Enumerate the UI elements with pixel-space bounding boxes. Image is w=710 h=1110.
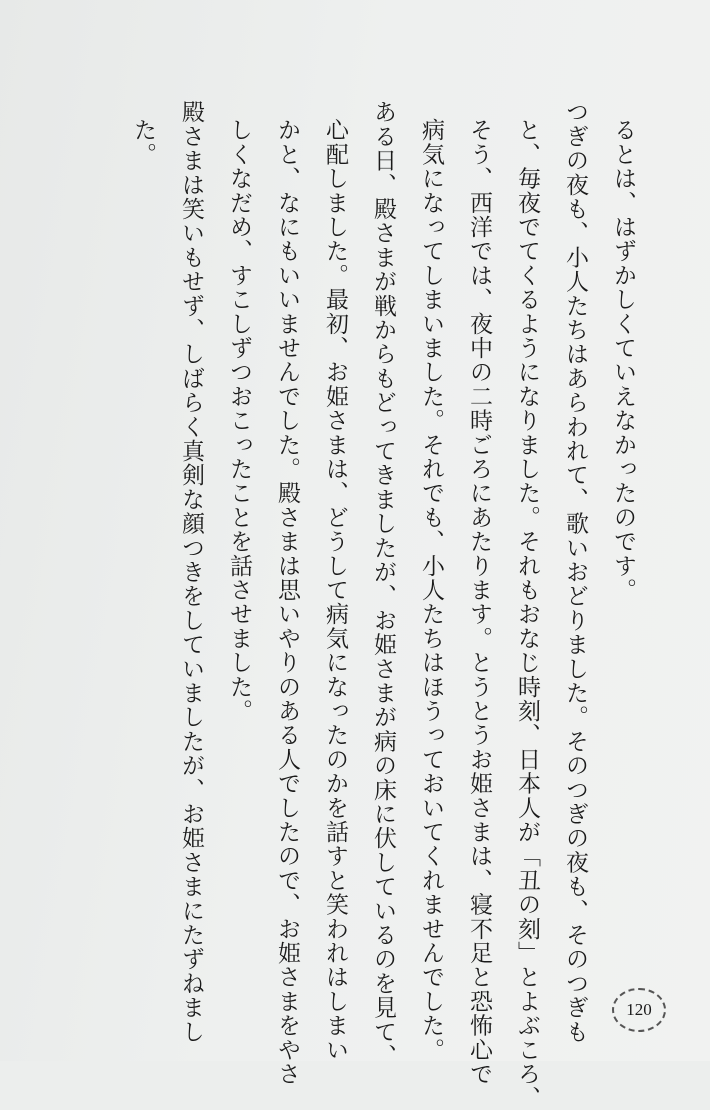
text-column: と、毎夜でてくるようになりました。それもおなじ時刻、日本人が「丑の刻」とよぶころ、 (514, 118, 540, 1110)
text-column: た。 (130, 118, 156, 167)
text-column: 心配しました。最初、お姫さまは、どうして病気になったのかを話すと笑われはしまい (322, 118, 348, 1062)
text-column: ある日、殿さまが戦からもどってきましたが、お姫さまが病の床に伏しているのを見て、 (370, 100, 396, 1068)
text-column: そう、西洋では、夜中の二時ごろにあたります。とうとうお姫さまは、寝不足と恐怖心で (466, 118, 492, 1086)
page-number: 120 (626, 1000, 652, 1019)
text-column: るとは、はずかしくていえなかったのです。 (610, 118, 636, 602)
text-column: 殿さまは笑いもせず、しばらく真剣な顔つきをしていましたが、お姫さまにたずねまし (178, 100, 204, 1044)
text-column: つぎの夜も、小人たちはあらわれて、歌いおどりました。そのつぎの夜も、そのつぎも (562, 100, 588, 1044)
text-column: しくなだめ、すこしずつおこったことを話させました。 (226, 118, 252, 723)
text-column: 病気になってしまいました。それでも、小人たちはほうっておいてくれませんでした。 (418, 118, 444, 1062)
text-column: かと、なにもいいませんでした。殿さまは思いやりのある人でしたので、お姫さまをやさ (274, 118, 300, 1086)
page-number-badge (612, 988, 666, 1032)
